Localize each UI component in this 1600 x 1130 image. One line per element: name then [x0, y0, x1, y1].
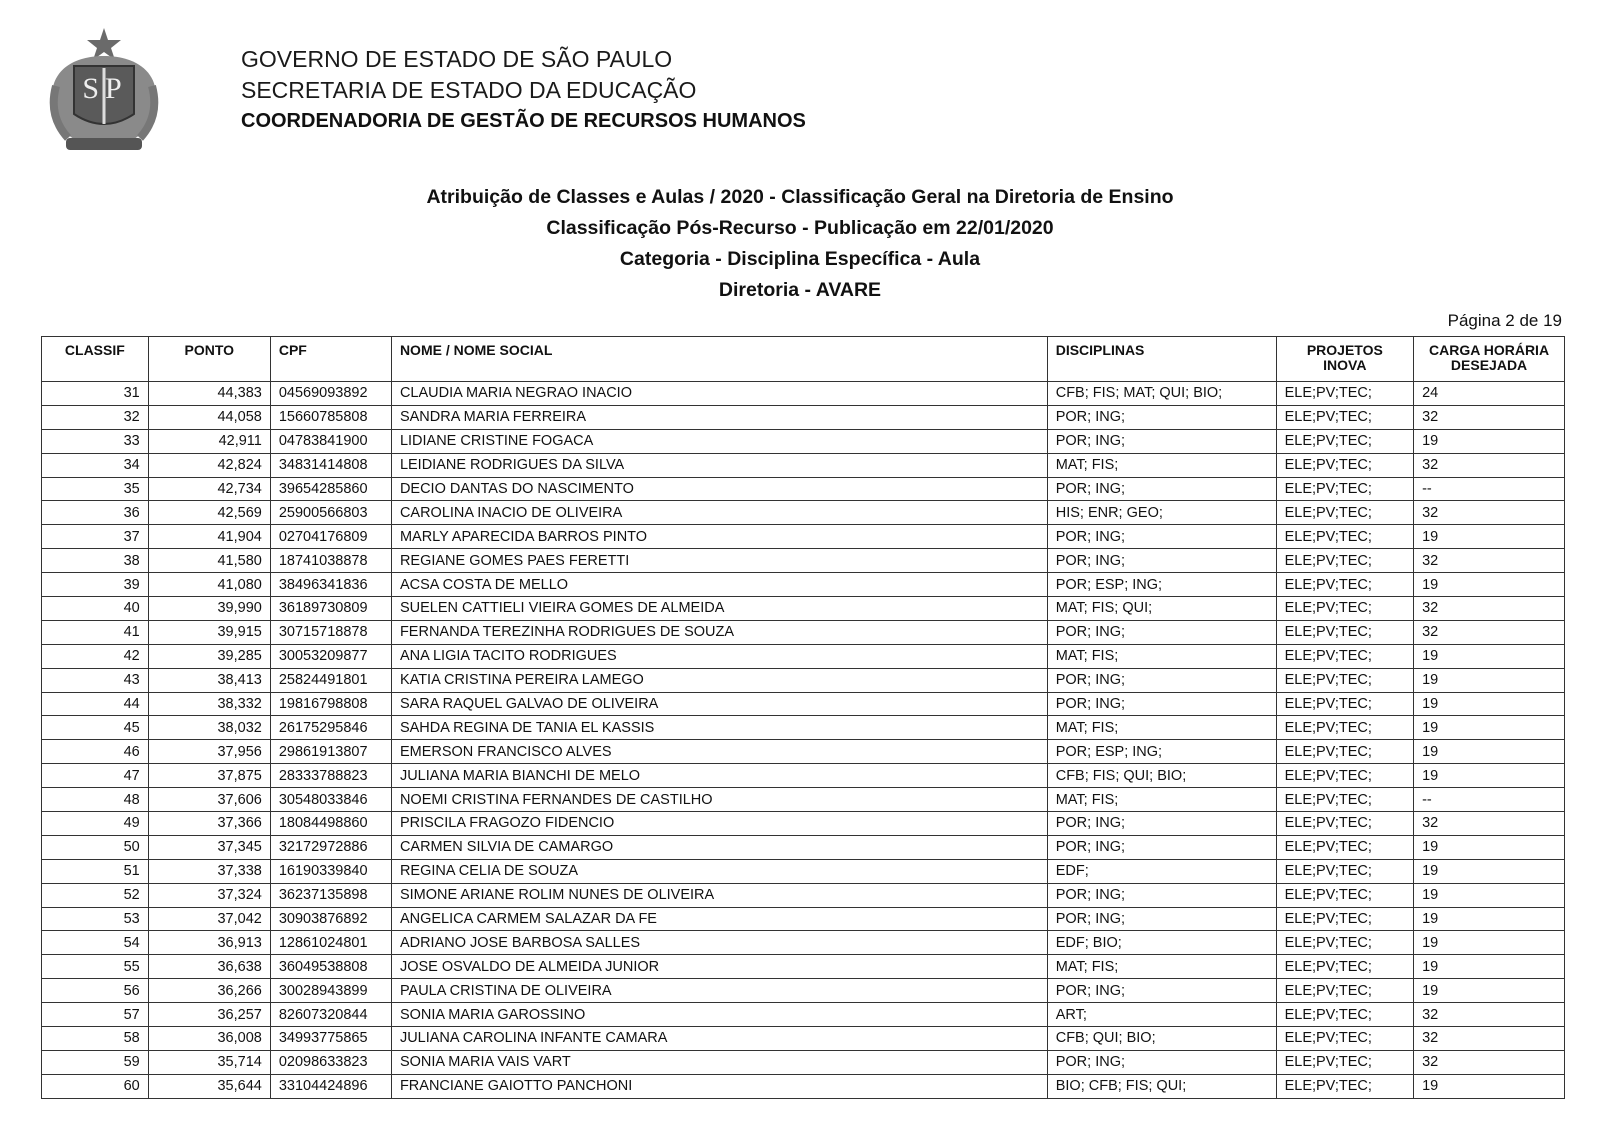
- carga-cell: 19: [1414, 931, 1565, 955]
- nome-cell: JOSE OSVALDO DE ALMEIDA JUNIOR: [391, 955, 1047, 979]
- classif-cell: 36: [42, 501, 149, 525]
- cpf-cell: 28333788823: [270, 764, 391, 788]
- nome-cell: CARMEN SILVIA DE CAMARGO: [391, 835, 1047, 859]
- classif-cell: 44: [42, 692, 149, 716]
- projetos-cell: ELE;PV;TEC;: [1276, 1027, 1414, 1051]
- projetos-cell: ELE;PV;TEC;: [1276, 477, 1414, 501]
- table-row: [42, 812, 1565, 836]
- carga-cell: 19: [1414, 955, 1565, 979]
- disciplinas-cell: MAT; FIS; QUI;: [1047, 597, 1276, 621]
- ponto-cell: 35,714: [148, 1050, 270, 1074]
- classif-cell: 45: [42, 716, 149, 740]
- table-body: [42, 382, 1565, 1099]
- cpf-cell: 18084498860: [270, 812, 391, 836]
- nome-cell: JULIANA MARIA BIANCHI DE MELO: [391, 764, 1047, 788]
- classif-cell: 40: [42, 597, 149, 621]
- cpf-cell: 30548033846: [270, 788, 391, 812]
- disciplinas-cell: MAT; FIS;: [1047, 955, 1276, 979]
- classif-cell: 48: [42, 788, 149, 812]
- projetos-cell: ELE;PV;TEC;: [1276, 859, 1414, 883]
- table-row: [42, 477, 1565, 501]
- carga-cell: 32: [1414, 1027, 1565, 1051]
- disciplinas-cell: POR; ING;: [1047, 405, 1276, 429]
- projetos-cell: ELE;PV;TEC;: [1276, 764, 1414, 788]
- disciplinas-cell: HIS; ENR; GEO;: [1047, 501, 1276, 525]
- disciplinas-cell: EDF;: [1047, 859, 1276, 883]
- projetos-cell: ELE;PV;TEC;: [1276, 883, 1414, 907]
- cpf-cell: 30903876892: [270, 907, 391, 931]
- table-row: [42, 620, 1565, 644]
- table-row: [42, 835, 1565, 859]
- table-row: [42, 1003, 1565, 1027]
- header-projetos: [1276, 337, 1414, 382]
- classif-cell: 56: [42, 979, 149, 1003]
- cpf-cell: 26175295846: [270, 716, 391, 740]
- nome-cell: REGINA CELIA DE SOUZA: [391, 859, 1047, 883]
- cpf-cell: 33104424896: [270, 1074, 391, 1098]
- cpf-cell: 12861024801: [270, 931, 391, 955]
- disciplinas-cell: POR; ING;: [1047, 1050, 1276, 1074]
- carga-cell: 32: [1414, 1050, 1565, 1074]
- disciplinas-cell: BIO; CFB; FIS; QUI;: [1047, 1074, 1276, 1098]
- carga-cell: 19: [1414, 692, 1565, 716]
- classif-cell: 46: [42, 740, 149, 764]
- cpf-cell: 16190339840: [270, 859, 391, 883]
- table-row: [42, 525, 1565, 549]
- table-row: [42, 1027, 1565, 1051]
- cpf-cell: 82607320844: [270, 1003, 391, 1027]
- carga-cell: 32: [1414, 1003, 1565, 1027]
- ponto-cell: 42,734: [148, 477, 270, 501]
- ponto-cell: 44,383: [148, 382, 270, 406]
- carga-cell: 19: [1414, 764, 1565, 788]
- projetos-cell: ELE;PV;TEC;: [1276, 382, 1414, 406]
- disciplinas-cell: ART;: [1047, 1003, 1276, 1027]
- cpf-cell: 36049538808: [270, 955, 391, 979]
- carga-cell: 19: [1414, 573, 1565, 597]
- carga-cell: 19: [1414, 740, 1565, 764]
- nome-cell: DECIO DANTAS DO NASCIMENTO: [391, 477, 1047, 501]
- ponto-cell: 37,338: [148, 859, 270, 883]
- table-row: [42, 1074, 1565, 1098]
- table-row: [42, 1050, 1565, 1074]
- page-number: Página 2 de 19: [1447, 311, 1562, 330]
- cpf-cell: 30715718878: [270, 620, 391, 644]
- ponto-cell: 37,366: [148, 812, 270, 836]
- disciplinas-cell: POR; ING;: [1047, 477, 1276, 501]
- projetos-cell: ELE;PV;TEC;: [1276, 955, 1414, 979]
- ponto-cell: 42,911: [148, 429, 270, 453]
- organization-header: [241, 44, 806, 137]
- header-projetos-line2: INOVA: [1323, 357, 1367, 373]
- nome-cell: SIMONE ARIANE ROLIM NUNES DE OLIVEIRA: [391, 883, 1047, 907]
- disciplinas-cell: POR; ING;: [1047, 525, 1276, 549]
- carga-cell: 19: [1414, 907, 1565, 931]
- projetos-cell: ELE;PV;TEC;: [1276, 835, 1414, 859]
- projetos-cell: ELE;PV;TEC;: [1276, 501, 1414, 525]
- ponto-cell: 38,032: [148, 716, 270, 740]
- ponto-cell: 36,257: [148, 1003, 270, 1027]
- table-row: [42, 955, 1565, 979]
- projetos-cell: ELE;PV;TEC;: [1276, 740, 1414, 764]
- carga-cell: 32: [1414, 549, 1565, 573]
- header-carga-line1: CARGA HORÁRIA: [1429, 342, 1550, 358]
- classif-cell: 52: [42, 883, 149, 907]
- classif-cell: 33: [42, 429, 149, 453]
- cpf-cell: 18741038878: [270, 549, 391, 573]
- disciplinas-cell: MAT; FIS;: [1047, 788, 1276, 812]
- projetos-cell: ELE;PV;TEC;: [1276, 525, 1414, 549]
- disciplinas-cell: EDF; BIO;: [1047, 931, 1276, 955]
- nome-cell: CLAUDIA MARIA NEGRAO INACIO: [391, 382, 1047, 406]
- disciplinas-cell: POR; ING;: [1047, 429, 1276, 453]
- table-row: [42, 668, 1565, 692]
- disciplinas-cell: MAT; FIS;: [1047, 644, 1276, 668]
- classif-cell: 49: [42, 812, 149, 836]
- projetos-cell: ELE;PV;TEC;: [1276, 692, 1414, 716]
- disciplinas-cell: POR; ING;: [1047, 620, 1276, 644]
- nome-cell: KATIA CRISTINA PEREIRA LAMEGO: [391, 668, 1047, 692]
- carga-cell: 32: [1414, 453, 1565, 477]
- nome-cell: PAULA CRISTINA DE OLIVEIRA: [391, 979, 1047, 1003]
- carga-cell: 32: [1414, 597, 1565, 621]
- carga-cell: --: [1414, 788, 1565, 812]
- disciplinas-cell: POR; ING;: [1047, 692, 1276, 716]
- ponto-cell: 41,080: [148, 573, 270, 597]
- carga-cell: 32: [1414, 620, 1565, 644]
- carga-cell: 19: [1414, 883, 1565, 907]
- nome-cell: LEIDIANE RODRIGUES DA SILVA: [391, 453, 1047, 477]
- carga-cell: 19: [1414, 859, 1565, 883]
- table-row: [42, 883, 1565, 907]
- disciplinas-cell: POR; ESP; ING;: [1047, 740, 1276, 764]
- cpf-cell: 15660785808: [270, 405, 391, 429]
- header-carga-line2: DESEJADA: [1450, 357, 1528, 373]
- classif-cell: 42: [42, 644, 149, 668]
- disciplinas-cell: POR; ING;: [1047, 907, 1276, 931]
- nome-cell: NOEMI CRISTINA FERNANDES DE CASTILHO: [391, 788, 1047, 812]
- classif-cell: 34: [42, 453, 149, 477]
- nome-cell: ACSA COSTA DE MELLO: [391, 573, 1047, 597]
- nome-cell: ADRIANO JOSE BARBOSA SALLES: [391, 931, 1047, 955]
- carga-cell: 32: [1414, 405, 1565, 429]
- classif-cell: 51: [42, 859, 149, 883]
- cpf-cell: 25900566803: [270, 501, 391, 525]
- ponto-cell: 36,913: [148, 931, 270, 955]
- header-carga: [1414, 337, 1565, 382]
- table-row: [42, 740, 1565, 764]
- projetos-cell: ELE;PV;TEC;: [1276, 716, 1414, 740]
- disciplinas-cell: POR; ING;: [1047, 883, 1276, 907]
- nome-cell: SANDRA MARIA FERREIRA: [391, 405, 1047, 429]
- table-row: [42, 501, 1565, 525]
- classif-cell: 32: [42, 405, 149, 429]
- carga-cell: 24: [1414, 382, 1565, 406]
- projetos-cell: ELE;PV;TEC;: [1276, 429, 1414, 453]
- nome-cell: ANGELICA CARMEM SALAZAR DA FE: [391, 907, 1047, 931]
- ponto-cell: 38,413: [148, 668, 270, 692]
- classif-cell: 50: [42, 835, 149, 859]
- disciplinas-cell: MAT; FIS;: [1047, 453, 1276, 477]
- projetos-cell: ELE;PV;TEC;: [1276, 620, 1414, 644]
- table-row: [42, 382, 1565, 406]
- cpf-cell: 02098633823: [270, 1050, 391, 1074]
- carga-cell: 19: [1414, 525, 1565, 549]
- document-titles: [0, 182, 1600, 306]
- carga-cell: 19: [1414, 644, 1565, 668]
- title-line-1: Atribuição de Classes e Aulas / 2020 - Classificação Geral na Diretoria de Ensino: [426, 186, 1174, 208]
- ponto-cell: 42,569: [148, 501, 270, 525]
- projetos-cell: ELE;PV;TEC;: [1276, 597, 1414, 621]
- projetos-cell: ELE;PV;TEC;: [1276, 1050, 1414, 1074]
- carga-cell: 19: [1414, 1074, 1565, 1098]
- ponto-cell: 39,915: [148, 620, 270, 644]
- nome-cell: SONIA MARIA VAIS VART: [391, 1050, 1047, 1074]
- classif-cell: 55: [42, 955, 149, 979]
- ponto-cell: 38,332: [148, 692, 270, 716]
- projetos-cell: ELE;PV;TEC;: [1276, 573, 1414, 597]
- table-row: [42, 597, 1565, 621]
- table-row: [42, 931, 1565, 955]
- projetos-cell: ELE;PV;TEC;: [1276, 788, 1414, 812]
- nome-cell: LIDIANE CRISTINE FOGACA: [391, 429, 1047, 453]
- ponto-cell: 41,904: [148, 525, 270, 549]
- coordination-name: COORDENADORIA DE GESTÃO DE RECURSOS HUMANOS: [241, 110, 806, 132]
- ponto-cell: 37,324: [148, 883, 270, 907]
- nome-cell: JULIANA CAROLINA INFANTE CAMARA: [391, 1027, 1047, 1051]
- classif-cell: 39: [42, 573, 149, 597]
- carga-cell: --: [1414, 477, 1565, 501]
- disciplinas-cell: CFB; FIS; QUI; BIO;: [1047, 764, 1276, 788]
- table-row: [42, 429, 1565, 453]
- ponto-cell: 36,008: [148, 1027, 270, 1051]
- table-row: [42, 644, 1565, 668]
- ponto-cell: 41,580: [148, 549, 270, 573]
- nome-cell: EMERSON FRANCISCO ALVES: [391, 740, 1047, 764]
- ponto-cell: 35,644: [148, 1074, 270, 1098]
- nome-cell: ANA LIGIA TACITO RODRIGUES: [391, 644, 1047, 668]
- header-nome: NOME / NOME SOCIAL: [391, 337, 1047, 382]
- projetos-cell: ELE;PV;TEC;: [1276, 668, 1414, 692]
- cpf-cell: 29861913807: [270, 740, 391, 764]
- classif-cell: 59: [42, 1050, 149, 1074]
- nome-cell: PRISCILA FRAGOZO FIDENCIO: [391, 812, 1047, 836]
- cpf-cell: 32172972886: [270, 835, 391, 859]
- projetos-cell: ELE;PV;TEC;: [1276, 931, 1414, 955]
- logo-monogram: SP: [82, 72, 128, 105]
- ponto-cell: 36,638: [148, 955, 270, 979]
- disciplinas-cell: POR; ING;: [1047, 835, 1276, 859]
- table-row: [42, 907, 1565, 931]
- carga-cell: 19: [1414, 716, 1565, 740]
- ponto-cell: 42,824: [148, 453, 270, 477]
- projetos-cell: ELE;PV;TEC;: [1276, 405, 1414, 429]
- projetos-cell: ELE;PV;TEC;: [1276, 644, 1414, 668]
- carga-cell: 19: [1414, 668, 1565, 692]
- disciplinas-cell: POR; ING;: [1047, 812, 1276, 836]
- nome-cell: SARA RAQUEL GALVAO DE OLIVEIRA: [391, 692, 1047, 716]
- projetos-cell: ELE;PV;TEC;: [1276, 907, 1414, 931]
- ponto-cell: 37,042: [148, 907, 270, 931]
- disciplinas-cell: CFB; QUI; BIO;: [1047, 1027, 1276, 1051]
- table-row: [42, 979, 1565, 1003]
- carga-cell: 32: [1414, 501, 1565, 525]
- table-row: [42, 859, 1565, 883]
- classif-cell: 43: [42, 668, 149, 692]
- projetos-cell: ELE;PV;TEC;: [1276, 549, 1414, 573]
- carga-cell: 19: [1414, 979, 1565, 1003]
- classif-cell: 37: [42, 525, 149, 549]
- classif-cell: 58: [42, 1027, 149, 1051]
- classif-cell: 35: [42, 477, 149, 501]
- table-row: [42, 405, 1565, 429]
- nome-cell: SUELEN CATTIELI VIEIRA GOMES DE ALMEIDA: [391, 597, 1047, 621]
- cpf-cell: 36189730809: [270, 597, 391, 621]
- projetos-cell: ELE;PV;TEC;: [1276, 979, 1414, 1003]
- ponto-cell: 44,058: [148, 405, 270, 429]
- classification-table: [41, 336, 1565, 1099]
- disciplinas-cell: POR; ING;: [1047, 668, 1276, 692]
- carga-cell: 19: [1414, 835, 1565, 859]
- projetos-cell: ELE;PV;TEC;: [1276, 1074, 1414, 1098]
- secretariat-name: SECRETARIA DE ESTADO DA EDUCAÇÃO: [241, 77, 697, 103]
- nome-cell: REGIANE GOMES PAES FERETTI: [391, 549, 1047, 573]
- cpf-cell: 34831414808: [270, 453, 391, 477]
- ponto-cell: 37,956: [148, 740, 270, 764]
- cpf-cell: 19816798808: [270, 692, 391, 716]
- ponto-cell: 36,266: [148, 979, 270, 1003]
- nome-cell: SAHDA REGINA DE TANIA EL KASSIS: [391, 716, 1047, 740]
- title-line-4: Diretoria - AVARE: [718, 279, 882, 301]
- classif-cell: 53: [42, 907, 149, 931]
- header-disciplinas: DISCIPLINAS: [1047, 337, 1276, 382]
- cpf-cell: 38496341836: [270, 573, 391, 597]
- table-header-row: [42, 337, 1565, 382]
- disciplinas-cell: POR; ESP; ING;: [1047, 573, 1276, 597]
- table-row: [42, 788, 1565, 812]
- projetos-cell: ELE;PV;TEC;: [1276, 453, 1414, 477]
- classif-cell: 54: [42, 931, 149, 955]
- classif-cell: 41: [42, 620, 149, 644]
- table-row: [42, 716, 1565, 740]
- title-line-2: Classificação Pós-Recurso - Publicação em 22/01/2020: [546, 217, 1054, 239]
- projetos-cell: ELE;PV;TEC;: [1276, 1003, 1414, 1027]
- table-row: [42, 764, 1565, 788]
- carga-cell: 32: [1414, 812, 1565, 836]
- header-ponto: PONTO: [148, 337, 270, 382]
- ponto-cell: 39,990: [148, 597, 270, 621]
- cpf-cell: 04569093892: [270, 382, 391, 406]
- ponto-cell: 37,606: [148, 788, 270, 812]
- table-row: [42, 549, 1565, 573]
- table-row: [42, 573, 1565, 597]
- ponto-cell: 39,285: [148, 644, 270, 668]
- ponto-cell: 37,875: [148, 764, 270, 788]
- classif-cell: 60: [42, 1074, 149, 1098]
- ponto-cell: 37,345: [148, 835, 270, 859]
- nome-cell: MARLY APARECIDA BARROS PINTO: [391, 525, 1047, 549]
- classif-cell: 31: [42, 382, 149, 406]
- title-line-3: Categoria - Disciplina Específica - Aula: [619, 248, 981, 270]
- cpf-cell: 30053209877: [270, 644, 391, 668]
- carga-cell: 19: [1414, 429, 1565, 453]
- cpf-cell: 04783841900: [270, 429, 391, 453]
- table-row: [42, 453, 1565, 477]
- header-classif: CLASSIF: [42, 337, 149, 382]
- government-name: GOVERNO DE ESTADO DE SÃO PAULO: [241, 46, 673, 72]
- projetos-cell: ELE;PV;TEC;: [1276, 812, 1414, 836]
- cpf-cell: 36237135898: [270, 883, 391, 907]
- nome-cell: FERNANDA TEREZINHA RODRIGUES DE SOUZA: [391, 620, 1047, 644]
- nome-cell: SONIA MARIA GAROSSINO: [391, 1003, 1047, 1027]
- classif-cell: 47: [42, 764, 149, 788]
- cpf-cell: 30028943899: [270, 979, 391, 1003]
- cpf-cell: 34993775865: [270, 1027, 391, 1051]
- classif-cell: 57: [42, 1003, 149, 1027]
- cpf-cell: 25824491801: [270, 668, 391, 692]
- header-cpf: CPF: [270, 337, 391, 382]
- nome-cell: CAROLINA INACIO DE OLIVEIRA: [391, 501, 1047, 525]
- nome-cell: FRANCIANE GAIOTTO PANCHONI: [391, 1074, 1047, 1098]
- disciplinas-cell: POR; ING;: [1047, 979, 1276, 1003]
- classif-cell: 38: [42, 549, 149, 573]
- table-row: [42, 692, 1565, 716]
- header-projetos-line1: PROJETOS: [1306, 342, 1383, 358]
- disciplinas-cell: POR; ING;: [1047, 549, 1276, 573]
- cpf-cell: 02704176809: [270, 525, 391, 549]
- cpf-cell: 39654285860: [270, 477, 391, 501]
- disciplinas-cell: MAT; FIS;: [1047, 716, 1276, 740]
- disciplinas-cell: CFB; FIS; MAT; QUI; BIO;: [1047, 382, 1276, 406]
